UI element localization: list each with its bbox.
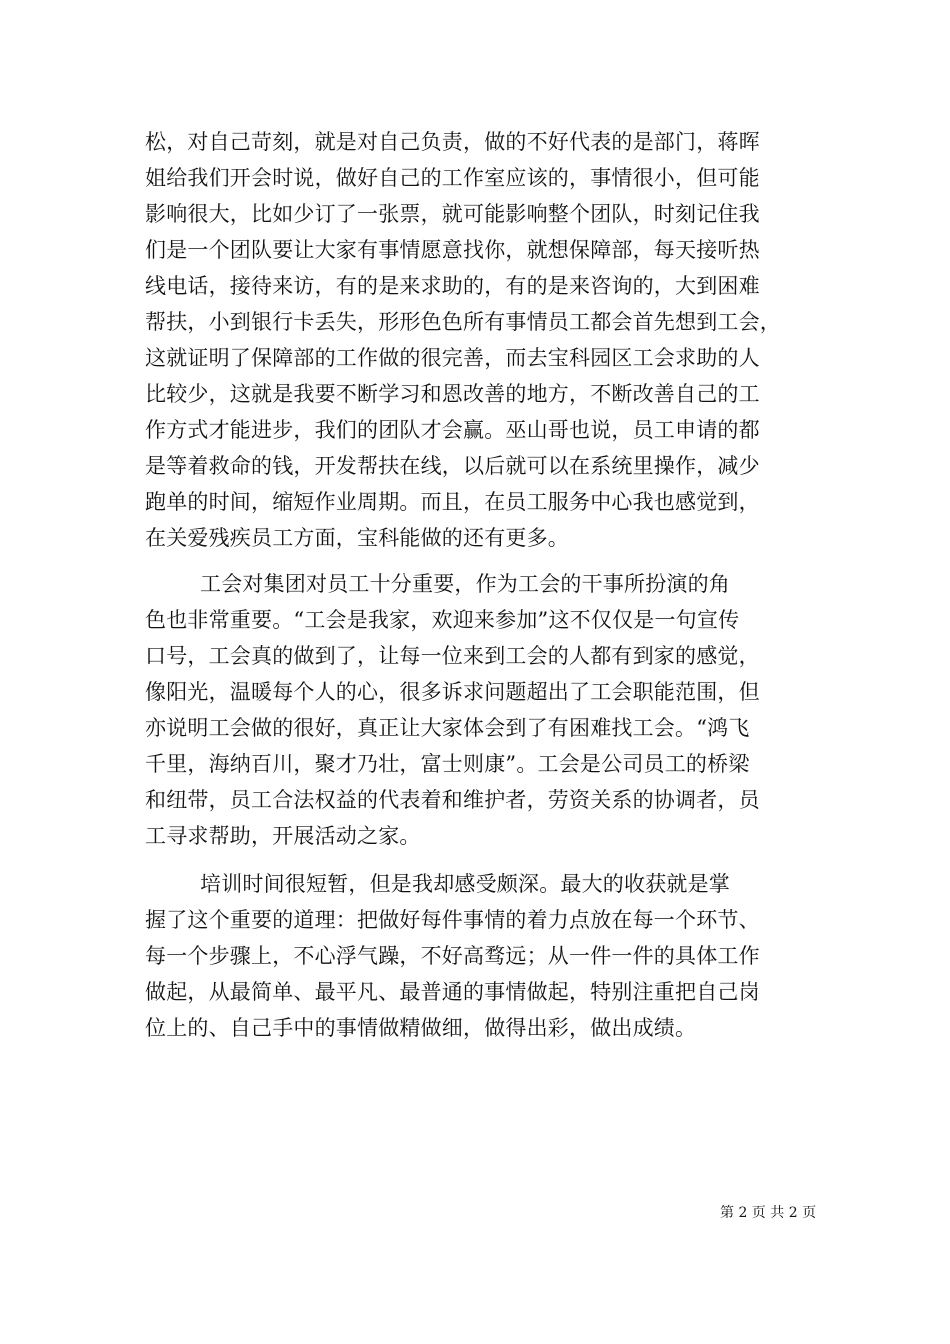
body-text-line: 在关爱残疾员工方面，宝科能做的还有更多。 [145,526,569,550]
body-text-line: 握了这个重要的道理：把做好每件事情的着力点放在每一个环节、 [145,908,760,932]
body-text-line: 是等着救命的钱，开发帮扶在线，以后就可以在系统里操作，减少 [145,454,760,478]
body-text-line: 松，对自己苛刻，就是对自己负责，做的不好代表的是部门，蒋晖 [145,130,760,154]
body-text-line: 位上的、自己手中的事情做精做细，做得出彩，做出成绩。 [145,1016,697,1040]
body-text-line: 色也非常重要。“工会是我家，欢迎来参加”这不仅仅是一句宣传 [145,608,740,632]
page-number-footer: 第 2 页 共 2 页 [720,1205,817,1221]
body-text-line: 帮扶，小到银行卡丢失，形形色色所有事情员工都会首先想到工会， [145,310,781,334]
body-text-line: 做起，从最简单、最平凡、最普通的事情做起，特别注重把自己岗 [145,980,760,1004]
body-text-line: 这就证明了保障部的工作做的很完善，而去宝科园区工会求助的人 [145,346,760,370]
body-text-line: 口号，工会真的做到了，让每一位来到工会的人都有到家的感觉， [145,644,760,668]
body-text-line: 影响很大，比如少订了一张票，就可能影响整个团队，时刻记住我 [145,202,760,226]
body-text-line: 培训时间很短暂，但是我却感受颇深。最大的收获就是掌 [145,872,730,896]
body-text-line: 工寻求帮助，开展活动之家。 [145,824,421,848]
body-text-line: 姐给我们开会时说，做好自己的工作室应该的，事情很小，但可能 [145,166,760,190]
body-text-line: 作方式才能进步，我们的团队才会赢。巫山哥也说，员工申请的都 [145,418,760,442]
body-text-line: 跑单的时间，缩短作业周期。而且，在员工服务中心我也感觉到， [145,490,760,514]
body-text-line: 和纽带，员工合法权益的代表着和维护者，劳资关系的协调者，员 [145,788,760,812]
body-text-line: 亦说明工会做的很好，真正让大家体会到了有困难找工会。“鸿飞 [145,716,750,740]
body-text-line: 千里，海纳百川，聚才乃壮，富士则康”。工会是公司员工的桥梁 [145,752,750,776]
body-text-line: 线电话，接待来访，有的是来求助的，有的是来咨询的，大到困难 [145,274,760,298]
body-text-line: 比较少，这就是我要不断学习和恩改善的地方，不断改善自己的工 [145,382,760,406]
body-text-line: 工会对集团对员工十分重要，作为工会的干事所扮演的角 [145,572,730,596]
body-text-line: 每一个步骤上，不心浮气躁，不好高骛远；从一件一件的具体工作 [145,944,760,968]
body-text-line: 们是一个团队要让大家有事情愿意找你，就想保障部，每天接听热 [145,238,760,262]
body-text-line: 像阳光，温暖每个人的心，很多诉求问题超出了工会职能范围，但 [145,680,760,704]
